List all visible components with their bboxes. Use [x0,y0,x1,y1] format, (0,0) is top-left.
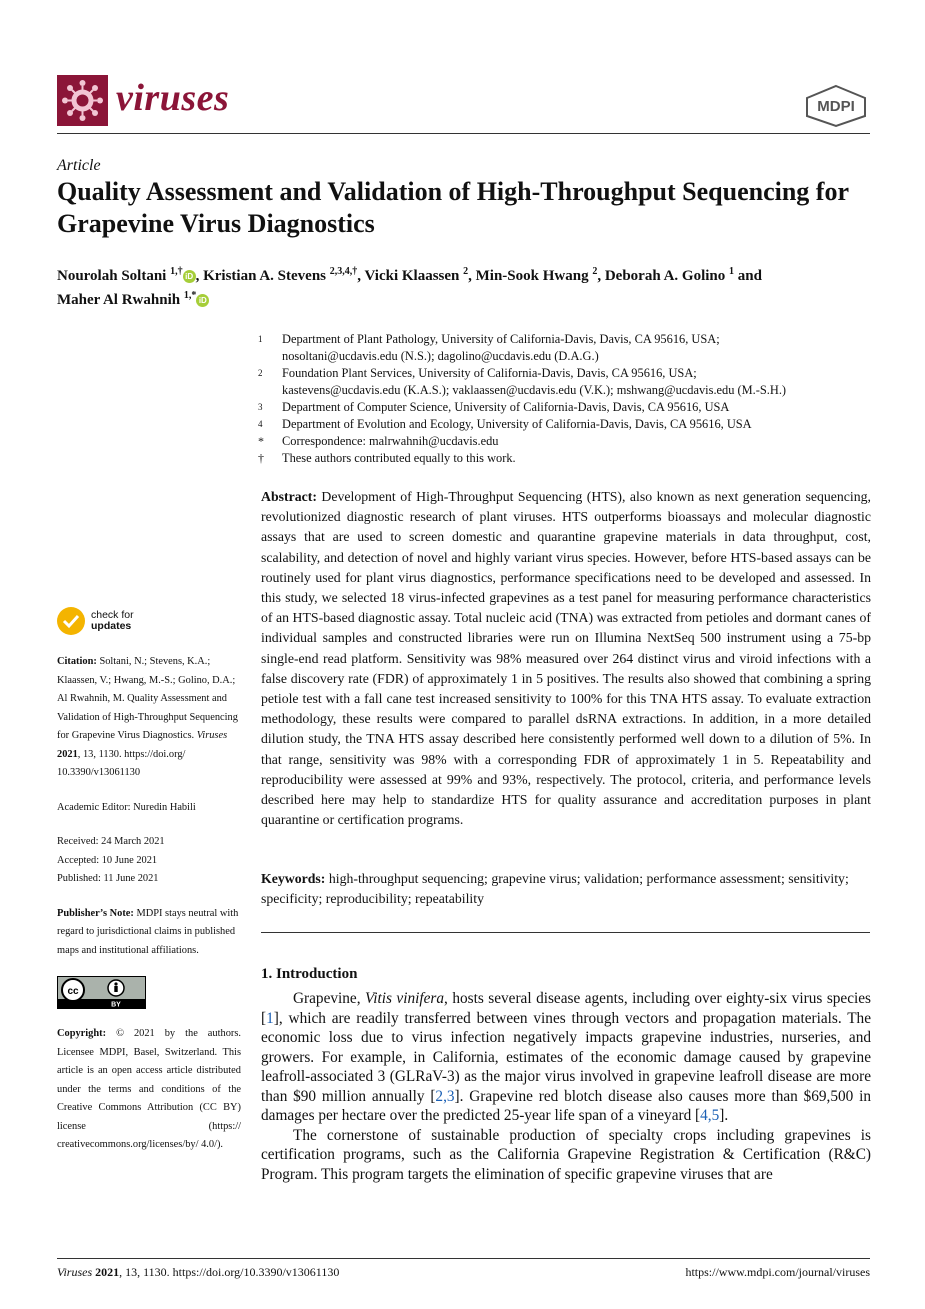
citation-year: 2021 [57,748,78,760]
intro-text: ]. Grapevine red blotch disease also causes more than $69,500 in damages per hectare over the predicted 25-year life span of a vineyard [ [261,1087,871,1124]
affiliation-mark: 4 [258,419,263,429]
affiliation-emails[interactable]: kastevens@ucdavis.edu (K.A.S.); vaklaassen@ucdavis.edu (V.K.); mshwang@ucdavis.edu (M.-S.H.) [282,383,787,397]
intro-text: , hosts several disease agents, including over eighty-six virus species [ [261,990,871,1027]
author-conjunction: and [737,268,762,284]
citation-journal: Viruses [196,730,228,741]
intro-text: Grapevine, [293,990,366,1007]
check-updates-line1: check for [91,609,134,621]
correspondence-email[interactable]: Correspondence: malrwahnih@ucdavis.edu [282,434,499,448]
citation-link[interactable]: 4,5 [700,1107,720,1124]
affiliation-mark: † [258,451,264,465]
affiliation-item [258,365,870,399]
publisher-note-label: Publisher’s Note: [57,907,134,919]
publisher-note [57,905,241,961]
author-name[interactable]: Kristian A. Stevens [203,268,327,284]
citation-doi[interactable]: , 13, 1130. https://doi.org/ 10.3390/v13061130 [57,748,186,778]
academic-editor: Academic Editor: Nuredin Habili [57,801,196,813]
section-divider [261,932,870,933]
check-updates-icon [57,607,85,635]
affiliation-emails[interactable]: nosoltani@ucdavis.edu (N.S.); dagolino@ucdavis.edu (D.A.G.) [282,349,599,363]
affiliation-item [258,416,870,433]
author-list: Nourolah Soltani $^{1,\dagger}$ iD , Kristian A. Stevens $^{2,3,4,\dagger}$, Vicki Klaassen $^2$, Min-Sook Hwang $^2$, Deborah A. Golino $^1$ and Maher Al Rwahnih $^{1,*}$ iD [57,266,762,308]
copyright-label: Copyright: [57,1028,107,1039]
virus-icon [57,75,108,126]
cc-by-license-badge[interactable] [57,976,146,1009]
dates [57,833,241,889]
affiliation-line: Foundation Plant Services, University of California-Davis, Davis, CA 95616, USA; [282,366,697,380]
intro-paragraph: The cornerstone of sustainable production of specialty crops including grapevines is certification programs, such as the California Grapevine Registration & Certification (R&C) Program. This program targets the elimination of specific grapevine viruses that are [261,1126,871,1183]
footer-divider [57,1258,870,1259]
citation-label: Citation: [57,656,97,667]
received-date: Received: 24 March 2021 [57,836,165,847]
affiliations [258,331,870,467]
abstract-label: Abstract: [261,489,317,504]
citation-link[interactable]: 1 [266,1009,274,1027]
affiliation-item [258,331,870,365]
author-name[interactable]: Min-Sook Hwang [475,268,589,284]
keywords [261,869,871,909]
check-for-updates-button[interactable] [57,605,241,637]
affiliation-line: Department of Plant Pathology, University of California-Davis, Davis, CA 95616, USA; [282,332,720,346]
affiliation-line: Department of Evolution and Ecology, University of California-Davis, Davis, CA 95616, USA [282,417,752,431]
copyright [57,1025,241,1155]
journal-logo [57,75,108,126]
author-affiliation-marks: 1,* [183,290,197,301]
intro-text: ]. [719,1107,729,1124]
abstract [261,487,871,830]
author-name[interactable]: Nourolah Soltani [57,268,167,284]
article-title: Quality Assessment and Validation of High-Throughput Sequencing for Grapevine Virus Diagnostics [57,177,849,238]
introduction-body [261,989,871,1184]
intro-paragraph [261,989,871,1126]
abstract-text: Development of High-Throughput Sequencing (HTS), also known as next generation sequencing, revolutionized diagnostic research of plant viruses. HTS outperforms bioassays and molecular diagnostic assays that are used to screen domestic and quarantine grapevine materials in data throughput, cost, scalability, and detection of novel and highly variant virus species. However, before HTS-based assays can be routinely used for plant virus diagnostics, performance specifications need to be developed and assessed. In this study, we selected 18 virus-infected grapevines as a test panel for measuring performance characteristics of an HTS-based diagnostic assay. Total nucleic acid (TNA) was extracted from petioles and dormant canes of individual samples and constructed libraries were run on Illumina NextSeq 500 instrument using a 75-bp single-end read platform. Sensitivity was 98% measured over 264 distinct virus and viroid infections with a false discovery rate (FDR) of approximately 1 in 5 positives. The results also showed that combining a spring petiole test with a fall cane test increased sensitivity to 100% for this TNA HTS assay. To evaluate extraction methodology, these results were compared to parallel dsRNA extractions. In addition, in a more detailed dilution study, the TNA HTS assay described here consistently performed well down to a dilution of 5%. In that range, sensitivity was 98% with a corresponding FDR of approximately 1 in 5. Repeatability and reproducibility were assessed at 99% and 93%, respectively. The protocol, criteria, and performance levels described here may help to standardize HTS for quality assurance and accreditation purposes in plant quarantine or certification programs. [261,489,871,828]
species-name: Vitis vinifera [365,990,445,1007]
footer-citation [57,1265,339,1280]
header-divider [57,133,870,134]
author-name[interactable]: Maher Al Rwahnih [57,292,181,308]
author-affiliation-marks: 2,3,4,† [329,266,358,277]
orcid-icon[interactable]: iD [183,270,196,283]
intro-text: ], which are readily transferred between vines through vectors and propagation materials. The economic loss due to virus infection negatively impacts grapevine industries, nurseries, and growers. For example, in California, estimates of the economic damage caused by grapevine leafroll-associated 3 (GLRaV-3) as the major virus involved in grapevine leafroll disease are more than $90 million annually [ [261,1009,871,1105]
affiliation-line: These authors contributed equally to this work. [282,451,516,465]
keywords-text: high-throughput sequencing; grapevine virus; validation; performance assessment; sensitivity; specificity; reproducibility; repeatability [261,871,849,907]
footer-doi[interactable]: , 13, 1130. https://doi.org/10.3390/v13061130 [119,1265,340,1279]
author-affiliation-marks: 1 [729,266,735,277]
section-heading-introduction: 1. Introduction [261,966,358,982]
author-affiliation-marks: 2 [592,266,598,277]
copyright-text: © 2021 by the authors. Licensee MDPI, Basel, Switzerland. This article is an open access article distributed under the terms and conditions of the Creative Commons Attribution (CC BY) license (https:// creativecommons.org/licenses/by/ 4.0/). [57,1028,241,1150]
correspondence [258,433,870,450]
affiliation-mark: 1 [258,334,263,344]
orcid-icon[interactable]: iD [196,294,209,307]
affiliation-mark: 2 [258,368,263,378]
publisher-name: MDPI [817,98,855,115]
publisher-note-text: MDPI stays neutral with regard to jurisdictional claims in published maps and institutional affiliations. [57,907,239,956]
mdpi-logo [803,84,869,133]
footer-year: 2021 [95,1265,120,1279]
author-name[interactable]: Vicki Klaassen [364,268,460,284]
published-date: Published: 11 June 2021 [57,873,159,884]
svg-text:cc: cc [67,986,79,997]
equal-contribution-note [258,450,870,467]
citation [57,653,241,783]
cc-by-label: BY [111,1001,121,1008]
journal-name: viruses [116,77,230,119]
author-affiliation-marks: 2 [463,266,469,277]
footer-journal-url[interactable]: https://www.mdpi.com/journal/viruses [685,1265,870,1279]
footer-journal: Viruses [57,1265,93,1279]
affiliation-mark: 3 [258,402,263,412]
affiliation-mark: * [258,434,264,448]
author-name[interactable]: Deborah A. Golino [604,268,726,284]
author-affiliation-marks: 1,† [170,266,183,277]
affiliation-line: Department of Computer Science, University of California-Davis, Davis, CA 95616, USA [282,400,730,414]
keywords-label: Keywords: [261,871,326,886]
citation-link[interactable]: 2,3 [435,1087,455,1105]
accepted-date: Accepted: 10 June 2021 [57,854,158,866]
check-updates-line2: updates [91,620,132,632]
sidebar [57,605,241,1155]
affiliation-item [258,399,870,416]
citation-text: Soltani, N.; Stevens, K.A.; Klaassen, V.; Hwang, M.-S.; Golino, D.A.; Al Rwahnih, M. Quality Assessment and Validation of High-Throughput Sequencing for Grapevine Virus Diagnostics. [57,656,238,741]
article-type: Article [57,157,101,174]
